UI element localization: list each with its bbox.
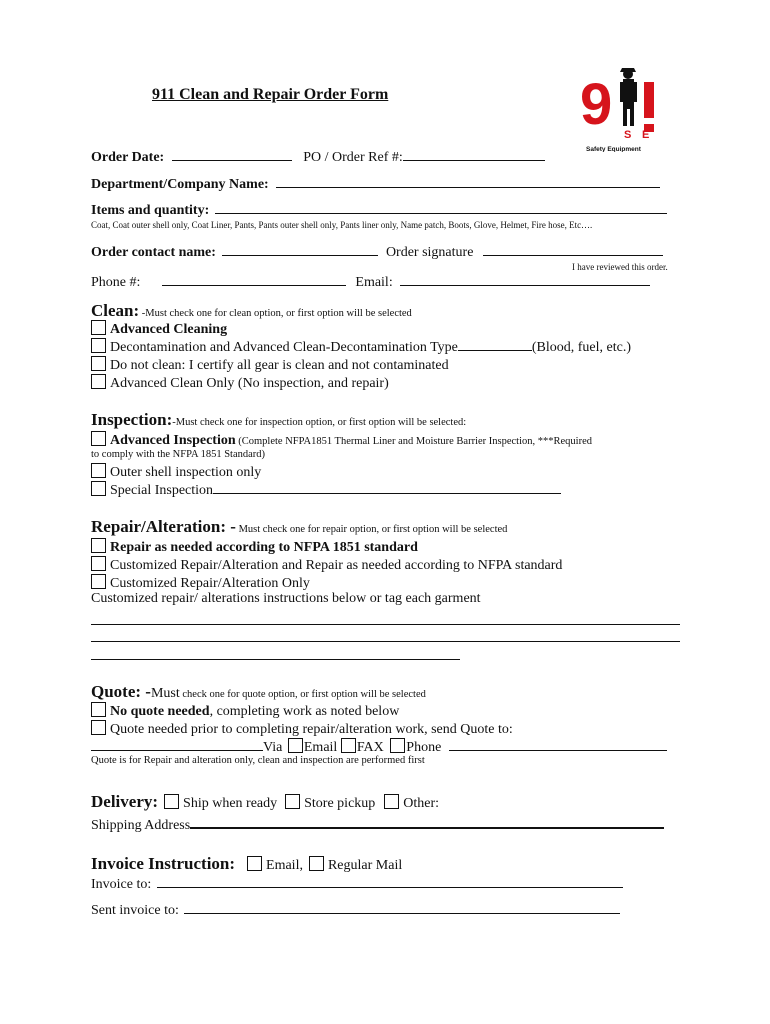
quote-none-checkbox[interactable] [91,702,106,717]
repair-custom-nfpa-label: Customized Repair/Alteration and Repair as needed according to NFPA standard [110,558,563,573]
repair-custom-nfpa-checkbox[interactable] [91,556,106,571]
clean-decon-suffix: (Blood, fuel, etc.) [531,340,632,355]
delivery-row [91,792,439,812]
po-field[interactable] [403,148,545,161]
quote-heading: Quote: - [91,682,151,701]
clean-none-label: Do not clean: I certify all gear is clean and not contaminated [110,358,449,373]
delivery-heading: Delivery: [91,792,159,811]
shipping-address-row [91,815,664,834]
repair-option-nfpa[interactable] [91,538,418,556]
inspection-option-advanced[interactable] [91,431,592,449]
clean-none-checkbox[interactable] [91,356,106,371]
special-inspection-field[interactable] [213,481,561,494]
phone-row [91,273,650,291]
repair-heading-row [91,517,507,537]
clean-decon-label: Decontamination and Advanced Clean-Decontamination Type [110,340,458,355]
signature-label: Order signature [385,245,474,260]
shipping-address-label: Shipping Address [91,818,191,833]
quote-via-label: Via [263,740,283,755]
clean-decon-checkbox[interactable] [91,338,106,353]
inspection-advanced-note-2: to comply with the NFPA 1851 Standard) [91,449,266,460]
clean-heading: Clean: [91,301,140,320]
repair-note: Must check one for repair option, or first option will be selected [235,524,508,535]
svg-text:E: E [642,129,650,141]
signature-field[interactable] [483,243,663,256]
quote-fax-label: FAX [356,740,384,755]
invoice-mail-checkbox[interactable] [309,856,324,871]
repair-instructions-line-2[interactable] [91,641,680,642]
quote-option-none[interactable] [91,702,399,720]
clean-advanced-checkbox[interactable] [91,320,106,335]
clean-option-do-not-clean[interactable] [91,356,449,374]
form-title: 911 Clean and Repair Order Form [152,86,389,103]
sent-invoice-label: Sent invoice to: [91,903,179,918]
contact-label: Order contact name: [91,245,216,260]
quote-send-row [91,738,667,756]
phone-label: Phone #: [91,275,141,290]
delivery-other-checkbox[interactable] [384,794,399,809]
invoice-option-mail[interactable] [309,858,402,873]
inspection-outer-checkbox[interactable] [91,463,106,478]
quote-none-label: No quote needed [110,704,210,719]
quote-note-lead: Must [150,686,180,701]
delivery-ship-checkbox[interactable] [164,794,179,809]
invoice-option-email[interactable] [247,858,303,873]
quote-email-label: Email [303,740,338,755]
delivery-option-pickup[interactable] [285,796,375,811]
quote-note: check one for quote option, or first option will be selected [179,689,426,700]
inspection-outer-label: Outer shell inspection only [110,465,262,480]
quote-needed-checkbox[interactable] [91,720,106,735]
inspection-note: -Must check one for inspection option, or first option will be selected: [172,417,467,428]
invoice-email-checkbox[interactable] [247,856,262,871]
items-hint: Coat, Coat outer shell only, Coat Liner, Pants, Pants outer shell only, Pants liner only, Name patch, Boots, Glove, Helmet, Fire hose, Etc…. [91,220,593,230]
repair-nfpa-label: Repair as needed according to NFPA 1851 standard [110,540,418,555]
repair-nfpa-checkbox[interactable] [91,538,106,553]
order-date-label: Order Date: [91,150,165,165]
items-row [91,201,667,219]
repair-instructions-line-3[interactable] [91,659,460,660]
email-label: Email: [355,275,393,290]
inspection-advanced-note: (Complete NFPA1851 Thermal Liner and Moisture Barrier Inspection, ***Required [235,436,592,447]
invoice-heading: Invoice Instruction: [91,854,236,873]
department-field[interactable] [276,175,660,188]
delivery-option-other[interactable] [384,796,439,811]
inspection-advanced-label: Advanced Inspection [110,433,236,448]
sent-invoice-field[interactable] [184,901,620,914]
reviewed-note: I have reviewed this order. [572,262,668,272]
quote-needed-label: Quote needed prior to completing repair/alteration work, send Quote to: [110,722,513,737]
order-date-field[interactable] [172,148,292,161]
clean-heading-row [91,301,412,321]
clean-advanced-label: Advanced Cleaning [110,322,228,337]
quote-recipient-field[interactable] [91,738,263,751]
inspection-heading-row [91,410,466,430]
inspection-special-checkbox[interactable] [91,481,106,496]
repair-option-custom-only[interactable] [91,574,310,592]
svg-text:S: S [624,129,632,141]
order-date-row [91,148,545,166]
repair-instructions-label: Customized repair/ alterations instructions below or tag each garment [91,591,481,606]
invoice-to-row [91,875,623,893]
quote-option-needed[interactable] [91,720,513,738]
delivery-pickup-checkbox[interactable] [285,794,300,809]
repair-option-custom-and-nfpa[interactable] [91,556,562,574]
quote-none-suffix: , completing work as noted below [209,704,400,719]
delivery-ship-label: Ship when ready [183,796,278,811]
shipping-address-field[interactable] [190,815,664,829]
inspection-special-label: Special Inspection [110,483,214,498]
decon-type-field[interactable] [458,338,532,351]
invoice-to-label: Invoice to: [91,877,152,892]
inspection-heading: Inspection: [91,410,173,429]
quote-contact-field[interactable] [449,738,667,751]
clean-only-label: Advanced Clean Only (No inspection, and repair) [110,376,389,391]
invoice-to-field[interactable] [157,875,623,888]
quote-phone-checkbox[interactable] [390,738,405,753]
po-label: PO / Order Ref #: [303,150,403,165]
department-label: Department/Company Name: [91,177,269,192]
department-row [91,175,660,193]
phone-field[interactable] [162,273,346,286]
invoice-row [91,854,402,874]
clean-option-advanced[interactable] [91,320,227,338]
inspection-option-special[interactable] [91,481,561,499]
quote-fax-checkbox[interactable] [341,738,356,753]
quote-footnote: Quote is for Repair and alteration only, clean and inspection are performed first [91,755,425,766]
repair-instructions-line-1[interactable] [91,624,680,625]
repair-custom-only-label: Customized Repair/Alteration Only [110,576,310,591]
svg-text:Safety Equipment: Safety Equipment [586,146,641,152]
safety-equipment-logo [580,62,662,152]
repair-custom-only-checkbox[interactable] [91,574,106,589]
delivery-pickup-label: Store pickup [304,796,376,811]
repair-heading: Repair/Alteration: - [91,517,236,536]
email-field[interactable] [400,273,650,286]
invoice-email-label: Email, [266,858,303,873]
delivery-option-ship[interactable] [164,796,277,811]
svg-text:9: 9 [580,72,613,137]
clean-option-only[interactable] [91,374,389,392]
quote-heading-row [91,682,426,702]
contact-row [91,243,663,261]
items-field[interactable] [215,201,667,214]
clean-option-decon[interactable] [91,338,631,356]
inspection-advanced-checkbox[interactable] [91,431,106,446]
contact-field[interactable] [222,243,378,256]
delivery-other-label: Other: [403,796,440,811]
clean-only-checkbox[interactable] [91,374,106,389]
quote-phone-label: Phone [406,740,442,755]
items-label: Items and quantity: [91,203,210,218]
invoice-mail-label: Regular Mail [327,858,403,873]
clean-note: -Must check one for clean option, or first option will be selected [139,308,412,319]
sent-invoice-row [91,901,620,919]
inspection-option-outer-shell[interactable] [91,463,261,481]
quote-email-checkbox[interactable] [288,738,303,753]
